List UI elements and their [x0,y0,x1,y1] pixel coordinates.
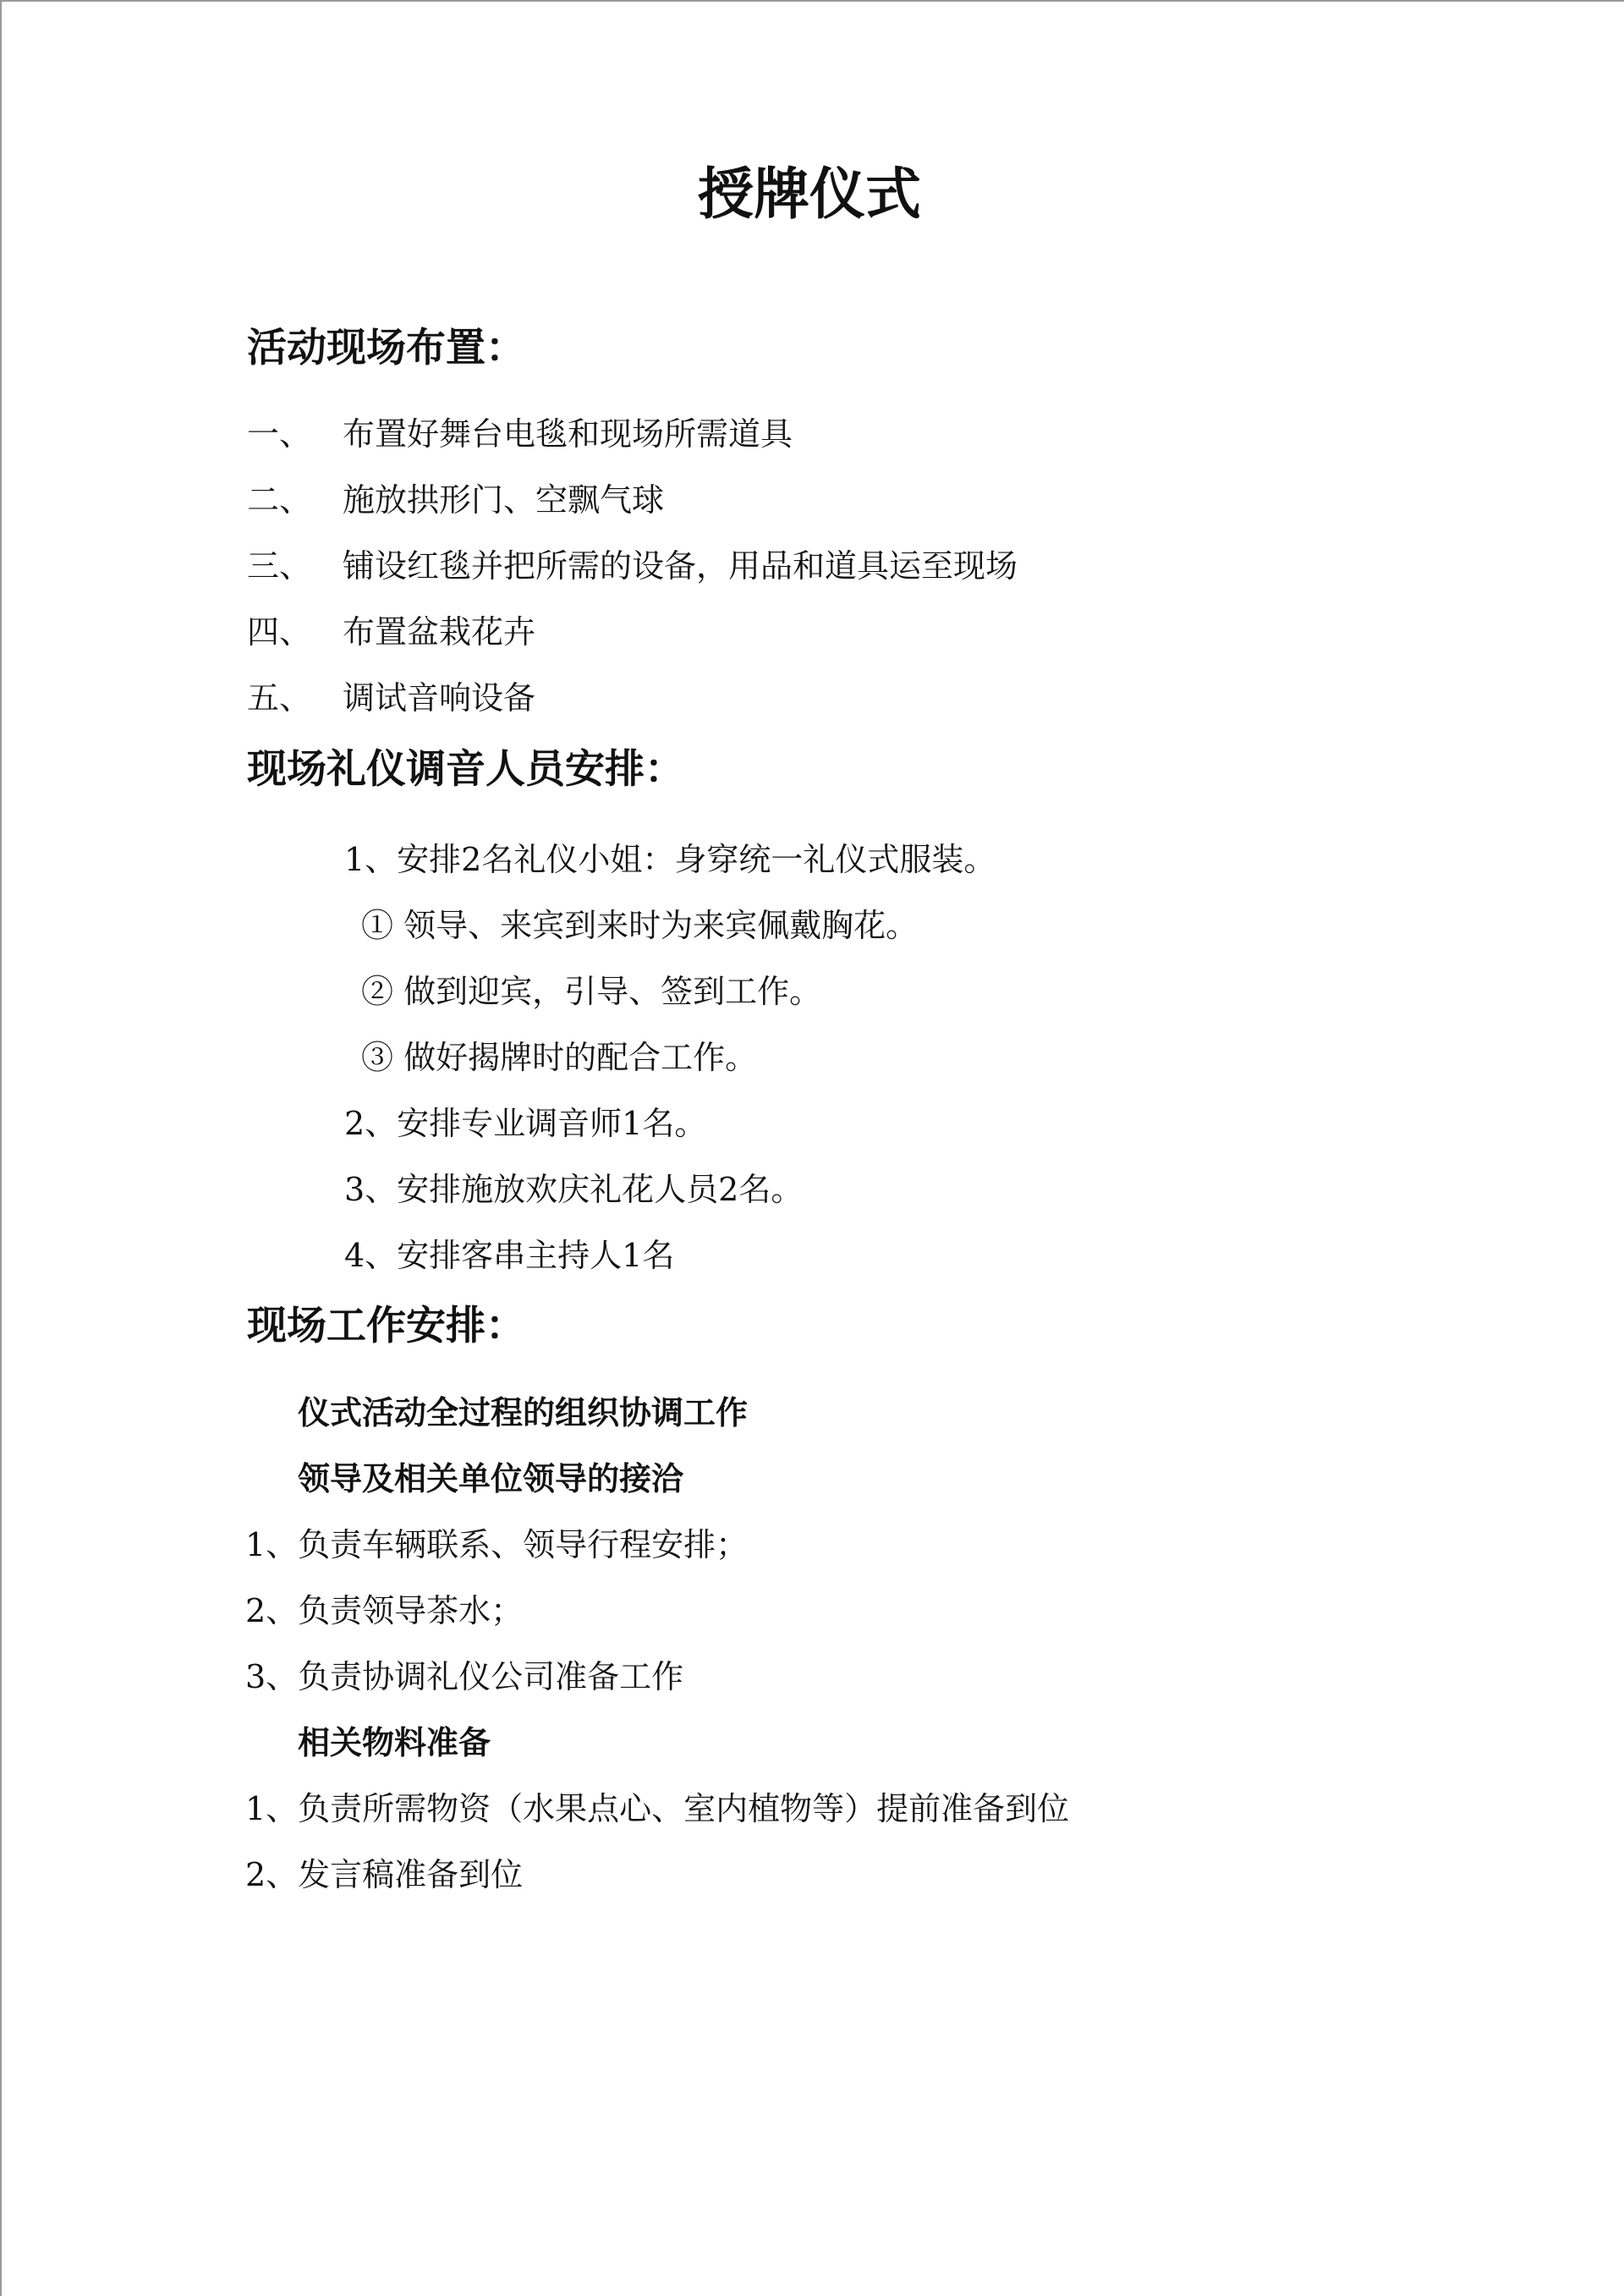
list-item: 1、负责所需物资（水果点心、室内植物等）提前准备到位 [245,1790,1070,1827]
list-item-text: 施放拱形门、空飘气球 [343,481,665,519]
list-item-number: 一、 [247,415,312,453]
list-item: 4、安排客串主持人1名 [344,1237,675,1274]
list-item: 2、安排专业调音师1名。 [344,1105,707,1142]
section-heading-venue-setup: 活动现场布置： [247,325,525,371]
list-item: 1、安排2名礼仪小姐：身穿统一礼仪式服装。 [344,841,996,878]
list-item-text: 布置好舞台电毯和现场所需道具 [343,415,793,453]
section-heading-staff-arrangement: 现场礼仪调音人员安排： [247,746,684,793]
subheading: 相关物料准备 [298,1723,491,1761]
list-item-number: 四、 [247,613,312,651]
list-item: ② 做到迎宾，引导、签到工作。 [361,973,822,1010]
list-item: 3、负责协调礼仪公司准备工作 [245,1658,684,1695]
list-item: 2、发言稿准备到位 [245,1856,524,1893]
subheading: 领导及相关单位领导的接洽 [298,1459,684,1497]
list-item: ③ 做好揭牌时的配合工作。 [361,1039,758,1076]
list-item-text: 调试音响设备 [343,679,536,717]
list-item: 3、安排施放欢庆礼花人员2名。 [344,1171,804,1208]
list-item-number: 五、 [247,679,312,717]
list-item-number: 二、 [247,481,312,519]
list-item-text: 铺设红毯并把所需的设备，用品和道具运至现场 [343,547,1018,585]
subheading: 仪式活动全过程的组织协调工作 [298,1393,749,1431]
list-item-number: 三、 [247,547,312,585]
list-item-text: 布置盆栽花卉 [343,613,536,651]
list-item: ① 领导、来宾到来时为来宾佩戴胸花。 [361,907,919,944]
list-item: 1、负责车辆联系、领导行程安排； [245,1526,749,1563]
page-title: 授牌仪式 [698,161,921,227]
section-heading-work-arrangement: 现场工作安排： [247,1303,525,1349]
list-item: 2、负责领导茶水； [245,1592,524,1629]
